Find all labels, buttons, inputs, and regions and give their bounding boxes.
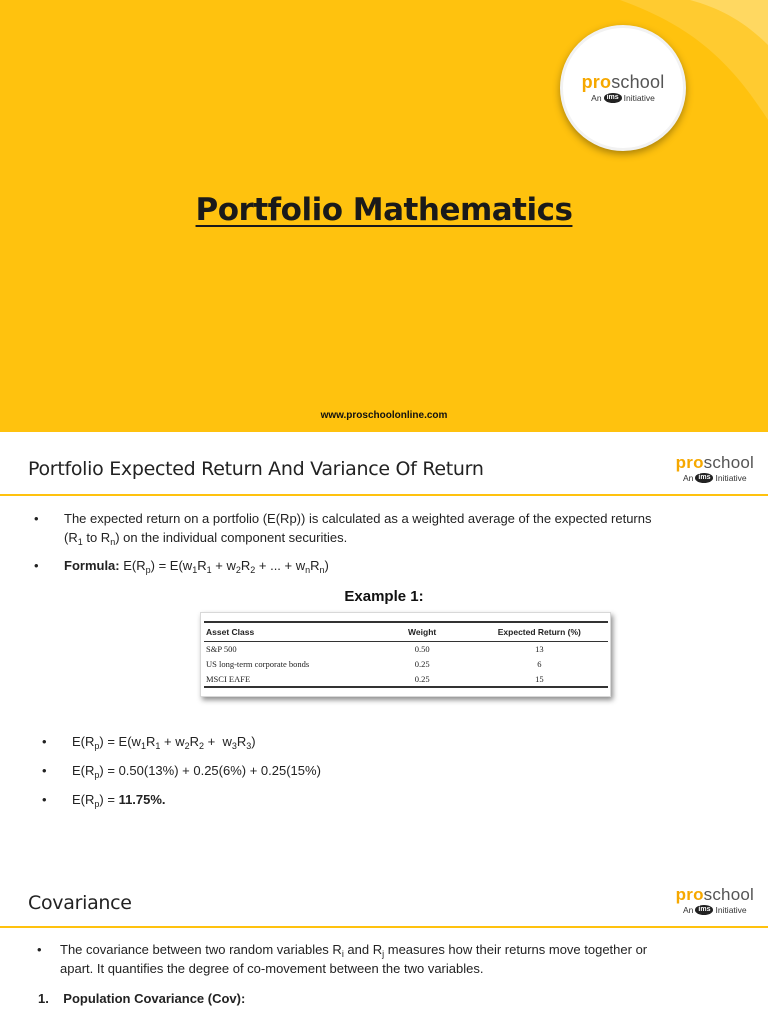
logo-an: An (683, 905, 694, 915)
slide-heading: Covariance (28, 892, 132, 914)
table-cell: 0.25 (374, 672, 471, 687)
table-cell: MSCI EAFE (204, 672, 374, 687)
logo-school: school (703, 453, 754, 472)
logo-pro: pro (675, 453, 704, 472)
logo-school: school (703, 885, 754, 904)
logo-tagline (591, 93, 655, 103)
table-header: Asset Class (204, 622, 374, 642)
table-header: Weight (374, 622, 471, 642)
bullet-text-part: The covariance between two random variables R (60, 942, 342, 957)
bullet-icon: • (34, 558, 39, 573)
bullet-icon: • (42, 792, 47, 807)
proschool-logo (676, 454, 754, 483)
presentation-title-text: Portfolio Mathematics (195, 192, 573, 228)
table-cell: 0.50 (414, 644, 430, 655)
logo-pro: pro (675, 885, 704, 904)
table-cell: S&P 500 (206, 644, 237, 655)
covariance-slide (0, 864, 768, 1024)
formula-label: Formula (64, 558, 116, 573)
logo-wordmark (676, 454, 754, 471)
bullet-calc-result: • $E(R_p) = 11.75\%$. (42, 792, 166, 809)
slide-heading: Portfolio Expected Return And Variance Of Return (28, 458, 484, 480)
ims-logo-icon: ims (695, 473, 713, 483)
example-label-text: Example 1 (344, 588, 419, 605)
logo-an: An (683, 473, 694, 483)
bullet-calc-step1: • $E(R_p) = E(w_1R_1 + w_2R_2 + w_3R_3)$ (42, 734, 256, 751)
logo-an: An (591, 93, 602, 103)
logo-school: school (611, 72, 665, 92)
list-number: 1. (38, 991, 49, 1006)
bullet-text-part: (R (64, 530, 78, 545)
logo-initiative: Initiative (715, 905, 747, 915)
table-cell: 15 (471, 672, 608, 687)
bullet-formula: • Formula: $E(R_p) = E(w_1R_1 + w_2R_2$ + ... + $w_nR_n$) (34, 558, 329, 575)
ims-logo-icon: ims (695, 905, 713, 915)
website-url: www.proschoolonline.com (320, 410, 448, 421)
table-cell: US long-term corporate bonds (206, 659, 310, 669)
logo-wordmark (582, 73, 665, 91)
bullet-text-line2: apart. It quantifies the degree of co-movement between the two variables. (60, 961, 484, 976)
table-row (204, 642, 608, 657)
population-covariance-item (38, 989, 245, 1008)
logo-initiative: Initiative (715, 473, 747, 483)
bullet-text-part: to R (82, 530, 111, 545)
table-row (204, 672, 608, 687)
bullet-icon: • (42, 763, 47, 778)
population-covariance-label: Population Covariance (Cov): (63, 991, 246, 1006)
proschool-logo-badge (560, 25, 686, 151)
bullet-text-part: measures how their returns move together or (384, 942, 648, 957)
bullet-text-part: ) on the individual component securities. (115, 530, 348, 545)
asset-table (204, 621, 608, 688)
calc-result: 11.75%. (118, 792, 166, 807)
expected-return-slide (0, 432, 768, 864)
bullet-icon: • (34, 511, 39, 526)
subscript: n (110, 537, 116, 547)
title-slide (0, 0, 768, 432)
subscript: 1 (77, 537, 83, 547)
calc-step2-text: = 0.50(13%) + 0.25(6%) + 0.25(15%) (107, 763, 321, 778)
logo-initiative: Initiative (623, 93, 655, 103)
ims-logo-icon: ims (604, 93, 622, 103)
logo-pro: pro (581, 72, 612, 92)
bullet-calc-step2: • $E(R_p) = 0.50(13\%) + 0.25(6\%) + 0.25(15\%)$ (42, 763, 321, 780)
bullet-text-part: and R (343, 942, 383, 957)
logo-tagline (676, 905, 754, 915)
bullet-expected-return (34, 509, 754, 547)
bullet-covariance-definition: • The covariance between two random variables $R_i$ and $R_j$ measures how their returns move together or apart. It quantifies the degree of co-movement between the two variables. (37, 942, 648, 976)
logo-wordmark (676, 886, 754, 903)
bullet-text-line1: The expected return on a portfolio (E(Rp)) is calculated as a weighted average of the expected returns (64, 511, 652, 526)
bullet-icon: • (37, 942, 42, 957)
bullet-icon: • (42, 734, 47, 749)
heading-divider (0, 494, 768, 496)
table-header: Expected Return (%) (471, 622, 608, 642)
table-cell: 6 (537, 659, 542, 669)
table-row (204, 657, 608, 672)
table-cell: 13 (535, 644, 544, 655)
logo-tagline (676, 473, 754, 483)
proschool-logo (676, 886, 754, 915)
example-label: Example 1: (344, 588, 424, 605)
asset-table-image (200, 612, 611, 697)
table-cell: 0.25 (414, 659, 430, 669)
heading-divider (0, 926, 768, 928)
presentation-title (0, 192, 768, 228)
